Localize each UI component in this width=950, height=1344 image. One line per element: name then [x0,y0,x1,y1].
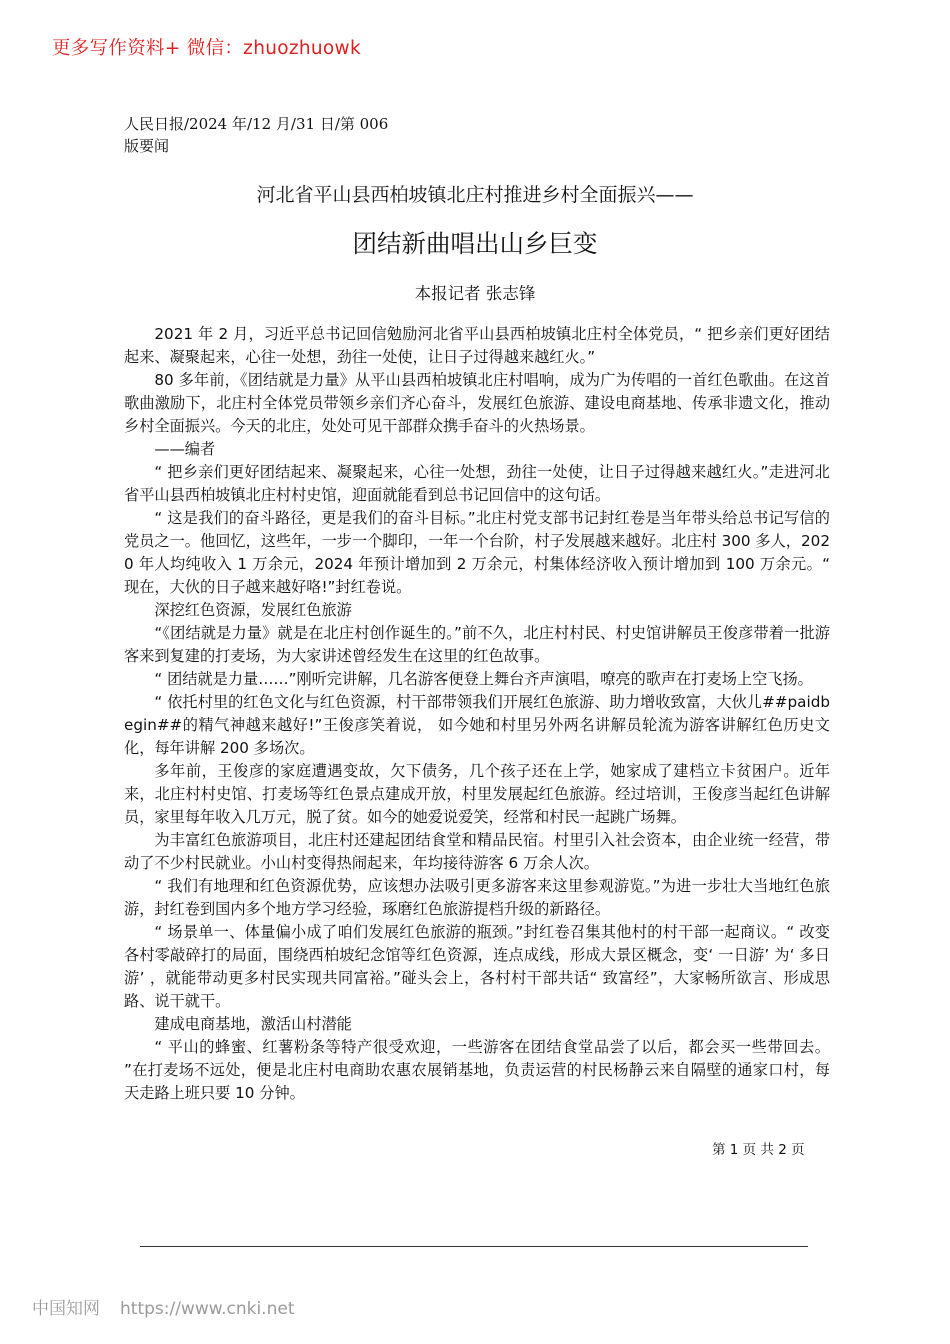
paragraph: 多年前，王俊彦的家庭遭遇变故，欠下债务，几个孩子还在上学，她家成了建档立卡贫困户。近年来，北庄村村史馆、打麦场等红色景点建成开放，村里发展起红色旅游。经过培训，王俊彦当起红色讲解员，家里每年收入几万元，脱了贫。如今的她爱说爱笑，经常和村民一起跳广场舞。 [124,762,830,826]
source-line: 人民日报/2024 年/12 月/31 日/第 006 [124,115,389,133]
page-indicator: 第 1 页 共 2 页 [712,1142,805,1158]
paragraph: “ 我们有地理和红色资源优势，应该想办法吸引更多游客来这里参观游览。”为进一步壮大当地红色旅游，封红卷到国内多个地方学习经验，琢磨红色旅游提档升级的新路径。 [124,877,830,918]
editor-note: ——编者 [154,440,216,458]
section-heading: 深挖红色资源，发展红色旅游 [154,601,352,619]
article-body [124,323,830,1105]
paragraph: 80 多年前，《团结就是力量》从平山县西柏坡镇北庄村唱响，成为广为传唱的一首红色歌曲。在这首歌曲激励下，北庄村全体党员带领乡亲们齐心奋斗，发展红色旅游、建设电商基地、传承非遗文化，推动乡村全面振兴。今天的北庄，处处可见干部群众携手奋斗的火热场景。 [124,371,830,435]
paragraph: “ 场景单一、体量偏小成了咱们发展红色旅游的瓶颈。”封红卷召集其他村的村干部一起商议。“ 改变各村零敲碎打的局面，围绕西柏坡纪念馆等红色资源，连点成线，形成大景区概念，变‘ 一日游’ 为‘ 多日游’ ，就能带动更多村民实现共同富裕。”碰头会上，各村村干部共话“ 致富经”，大家畅所欲言、形成思路、说干就干。 [124,923,830,1010]
article-headline: 团结新曲唱出山乡巨变 [352,229,598,258]
paragraph: “ 平山的蜂蜜、红薯粉条等特产很受欢迎，一些游客在团结食堂品尝了以后，都会买一些带回去。 ”在打麦场不远处，便是北庄村电商助农惠农展销基地，负责运营的村民杨静云来自隔壁的通家口村，每天走路上班只要 10 分钟。 [124,1038,830,1102]
article-byline: 本报记者 张志锋 [414,284,536,303]
paragraph: “ 依托村里的红色文化与红色资源，村干部带领我们开展红色旅游、助力增收致富，大伙儿##paidbegin##的精气神越来越好!”王俊彦笑着说， 如今她和村里另外两名讲解员轮流为游客讲解红色历史文化，每年讲解 200 多场次。 [124,693,830,757]
paragraph: “ 这是我们的奋斗路径，更是我们的奋斗目标。”北庄村党支部书记封红卷是当年带头给总书记写信的党员之一。他回忆，这些年，一步一个脚印，一年一个台阶，村子发展越来越好。北庄村 300 多人，2020 年人均纯收入 1 万余元，2024 年预计增加到 2 万余元，村集体经济收入预计增加到 100 万余元。“ 现在，大伙的日子越来越好咯!”封红卷说。 [124,509,830,596]
paragraph: “ 把乡亲们更好团结起来、凝聚起来，心往一处想，劲往一处使，让日子过得越来越红火。”走进河北省平山县西柏坡镇北庄村村史馆，迎面就能看到总书记回信中的这句话。 [124,463,830,504]
promo-watermark: 更多写作资料+ 微信：zhuozhuowk [52,38,361,59]
cnki-brand: 中国知网 [32,1299,100,1319]
paragraph: “《团结就是力量》就是在北庄村创作诞生的。”前不久，北庄村村民、村史馆讲解员王俊彦带着一批游客来到复建的打麦场，为大家讲述曾经发生在这里的红色故事。 [124,624,830,665]
section-label: 版要闻 [124,137,170,155]
section-heading: 建成电商基地，激活山村潜能 [154,1015,352,1033]
cnki-url: https://www.cnki.net [120,1299,295,1319]
article-kicker: 河北省平山县西柏坡镇北庄村推进乡村全面振兴—— [256,184,694,206]
paragraph: 2021 年 2 月，习近平总书记回信勉励河北省平山县西柏坡镇北庄村全体党员，“ 把乡亲们更好团结起来、凝聚起来，心往一处想，劲往一处使，让日子过得越来越红火。” [124,325,830,366]
article-meta [124,113,388,157]
paragraph: “ 团结就是力量……”刚听完讲解，几名游客便登上舞台齐声演唱，嘹亮的歌声在打麦场上空飞扬。 [154,670,813,688]
cnki-watermark [32,1294,294,1319]
footer-divider [140,1246,808,1247]
paragraph: 为丰富红色旅游项目，北庄村还建起团结食堂和精品民宿。村里引入社会资本，由企业统一经营，带动了不少村民就业。小山村变得热闹起来，年均接待游客 6 万余人次。 [124,831,830,872]
